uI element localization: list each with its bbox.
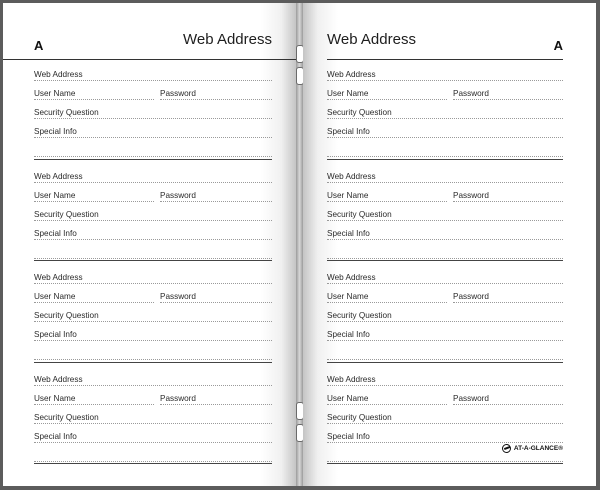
web-address-label: Web Address bbox=[327, 374, 376, 384]
right-page-header bbox=[327, 3, 563, 57]
right-page bbox=[303, 3, 596, 486]
security-question-label: Security Question bbox=[327, 209, 392, 219]
entry-divider bbox=[327, 463, 563, 464]
web-address-label: Web Address bbox=[327, 70, 376, 79]
header-rule bbox=[3, 59, 296, 60]
user-name-label: User Name bbox=[327, 190, 369, 200]
special-info-label: Special Info bbox=[34, 330, 77, 339]
at-a-glance-logo-icon bbox=[502, 444, 511, 453]
password-label: Password bbox=[160, 89, 196, 98]
letter-tab: A bbox=[553, 38, 563, 53]
entry-divider bbox=[34, 463, 272, 464]
special-info-label: Special Info bbox=[327, 127, 370, 136]
entry-divider bbox=[34, 159, 272, 160]
special-info-line-2[interactable] bbox=[327, 461, 563, 462]
entry bbox=[34, 367, 272, 469]
security-question-label: Security Question bbox=[34, 108, 99, 117]
password-label: Password bbox=[453, 89, 489, 98]
password-label: Password bbox=[453, 292, 489, 301]
web-address-label: Web Address bbox=[34, 171, 83, 181]
entry bbox=[327, 265, 563, 367]
security-question-label: Security Question bbox=[327, 412, 392, 422]
entry-divider bbox=[34, 260, 272, 261]
user-name-label: User Name bbox=[34, 393, 76, 403]
special-info-label: Special Info bbox=[327, 330, 370, 339]
entry-divider bbox=[34, 362, 272, 363]
special-info-line-2[interactable] bbox=[34, 258, 272, 259]
special-info-label: Special Info bbox=[34, 228, 77, 238]
security-question-label: Security Question bbox=[34, 311, 99, 320]
entry-divider bbox=[327, 362, 563, 363]
password-label: Password bbox=[453, 393, 489, 403]
left-page-header bbox=[34, 3, 272, 57]
web-address-label: Web Address bbox=[34, 70, 83, 79]
security-question-label: Security Question bbox=[327, 311, 392, 320]
web-address-label: Web Address bbox=[327, 171, 376, 181]
password-label: Password bbox=[160, 190, 196, 200]
special-info-line-2[interactable] bbox=[34, 461, 272, 462]
special-info-label: Special Info bbox=[327, 431, 370, 441]
page-title: Web Address bbox=[327, 31, 416, 48]
security-question-label: Security Question bbox=[34, 412, 99, 422]
special-info-line-2[interactable] bbox=[327, 156, 563, 157]
brand-logo bbox=[502, 444, 563, 453]
entry-list bbox=[34, 62, 272, 468]
user-name-label: User Name bbox=[327, 393, 369, 403]
brand-name: AT-A-GLANCE® bbox=[513, 445, 563, 452]
security-question-label: Security Question bbox=[327, 108, 392, 117]
entry bbox=[34, 62, 272, 164]
binding-gutter bbox=[296, 3, 303, 486]
user-name-label: User Name bbox=[34, 190, 76, 200]
entry-divider bbox=[327, 159, 563, 160]
password-label: Password bbox=[453, 190, 489, 200]
special-info-line-2[interactable] bbox=[34, 359, 272, 360]
user-name-label: User Name bbox=[327, 292, 369, 301]
header-rule bbox=[327, 59, 563, 60]
password-label: Password bbox=[160, 292, 196, 301]
entry bbox=[34, 265, 272, 367]
special-info-label: Special Info bbox=[34, 127, 77, 136]
entry bbox=[34, 164, 272, 266]
page-title: Web Address bbox=[183, 31, 272, 48]
user-name-label: User Name bbox=[34, 89, 76, 98]
entry bbox=[327, 164, 563, 266]
special-info-label: Special Info bbox=[34, 431, 77, 441]
user-name-label: User Name bbox=[327, 89, 369, 98]
special-info-line-2[interactable] bbox=[34, 156, 272, 157]
entry bbox=[327, 62, 563, 164]
left-page bbox=[3, 3, 296, 486]
entry-list bbox=[327, 62, 563, 468]
security-question-label: Security Question bbox=[34, 209, 99, 219]
web-address-label: Web Address bbox=[34, 374, 83, 384]
entry-divider bbox=[327, 260, 563, 261]
user-name-label: User Name bbox=[34, 292, 76, 301]
web-address-label: Web Address bbox=[327, 273, 376, 282]
special-info-label: Special Info bbox=[327, 228, 370, 238]
special-info-line-2[interactable] bbox=[327, 359, 563, 360]
page-spread bbox=[3, 3, 598, 486]
web-address-label: Web Address bbox=[34, 273, 83, 282]
letter-tab: A bbox=[34, 38, 44, 53]
password-label: Password bbox=[160, 393, 196, 403]
special-info-line-2[interactable] bbox=[327, 258, 563, 259]
